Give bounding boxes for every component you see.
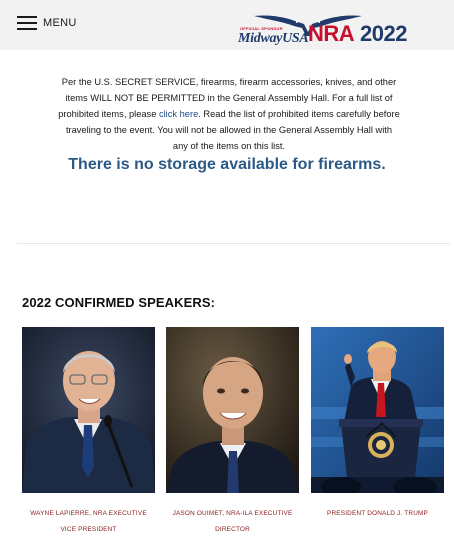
speaker-photo-ouimet[interactable]: [166, 327, 299, 493]
speaker-name: WAYNE LAPIERRE, NRA EXECUTIVE VICE PRESIDENT: [30, 510, 147, 533]
brand-text: NRA: [308, 21, 355, 46]
prohibited-items-notice: [58, 74, 400, 154]
site-header: [0, 0, 454, 50]
hamburger-icon: [17, 16, 37, 30]
speaker-name: PRESIDENT DONALD J. TRUMP: [327, 510, 428, 517]
speaker-photo-lapierre[interactable]: [22, 327, 155, 493]
sponsor-name: MidwayUSA: [238, 31, 309, 46]
notice-text-after: . Read the list of prohibited items carefully before traveling to the event. You will not be allowed in the General Assembly Hall with any of the items on this list.: [65, 109, 400, 151]
year-text: 2022: [360, 21, 407, 46]
speaker-card[interactable]: [22, 327, 155, 538]
prohibited-items-link[interactable]: click here: [158, 109, 199, 119]
menu-label: MENU: [43, 17, 77, 29]
speaker-card[interactable]: [166, 327, 299, 538]
section-divider: [17, 243, 450, 244]
storage-notice: There is no storage available for firearms.: [68, 156, 386, 173]
speaker-name: JASON OUIMET, NRA-ILA EXECUTIVE DIRECTOR: [172, 510, 293, 533]
menu-button[interactable]: [17, 14, 77, 32]
notice-text-before: Per the U.S. SECRET SERVICE, firearms, firearm accessories, knives, and other items WILL NOT BE PERMITTED in the General Assembly Hall. For a full list of prohibited items, please: [58, 77, 397, 119]
speaker-card[interactable]: [311, 327, 444, 522]
nra-2022-logo[interactable]: [236, 12, 432, 48]
speakers-heading: 2022 CONFIRMED SPEAKERS:: [22, 295, 216, 310]
sponsor-tagline: OFFICIAL SPONSOR: [240, 26, 283, 31]
speaker-photo-trump[interactable]: [311, 327, 444, 493]
